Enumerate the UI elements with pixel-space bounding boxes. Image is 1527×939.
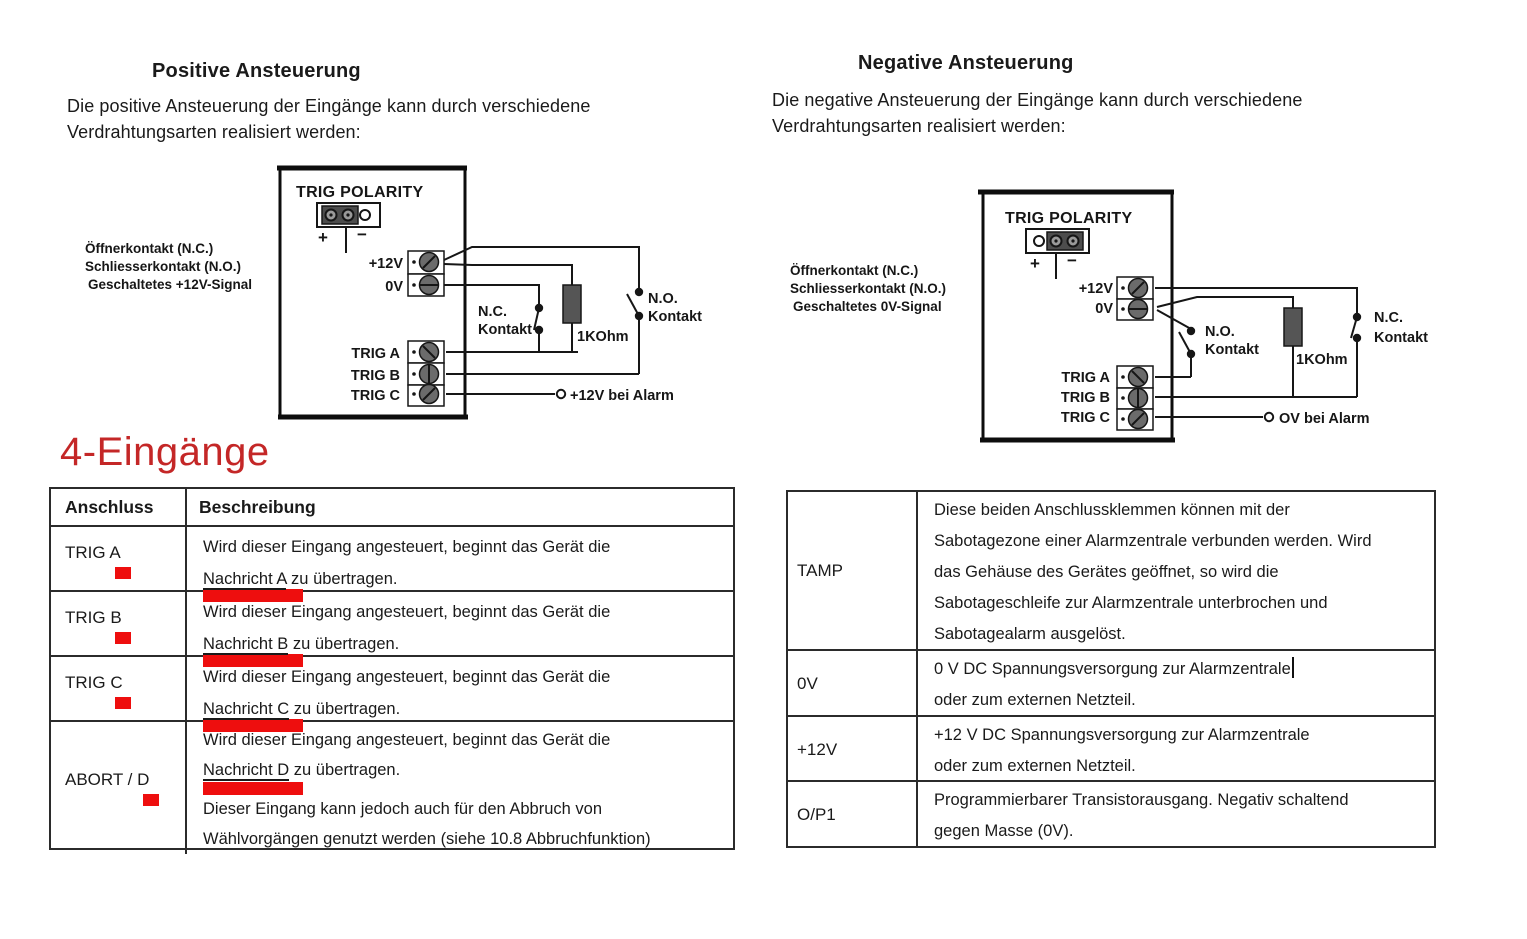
description-line: Wird dieser Eingang angesteuert, beginnt das Gerät die (203, 603, 611, 621)
row-label: TRIG B (65, 608, 122, 627)
terminal-label-0v: 0V (1095, 301, 1113, 317)
negative-section-title: Negative Ansteuerung (858, 52, 1074, 74)
terminal-label-trig-a: TRIG A (1061, 370, 1110, 386)
table-row-trig-c (51, 655, 733, 720)
row-label-cell (51, 722, 187, 854)
description-line: Sabotagezone einer Alarmzentrale verbunden werden. Wird (934, 532, 1372, 550)
description-line: Dieser Eingang kann jedoch auch für den Abbruch von (203, 800, 603, 818)
underlined-text: Nachricht B (203, 635, 289, 653)
description-line: +12 V DC Spannungsversorgung zur Alarmzentrale (934, 726, 1310, 744)
no-label-line1: N.O. (1205, 324, 1235, 340)
terminal-trig-b (408, 363, 444, 385)
description-line: Diese beiden Anschlussklemmen können mit der (934, 501, 1290, 519)
no-contact-switch (1179, 327, 1195, 358)
positive-section-title: Positive Ansteuerung (152, 60, 361, 82)
table-row-abort-d (51, 720, 733, 848)
open-pin-icon (360, 210, 370, 220)
underlined-text: Nachricht A (203, 570, 287, 588)
nc-label-line1: N.C. (478, 304, 507, 320)
trig-polarity-label: TRIG POLARITY (1005, 210, 1133, 227)
plus-sign: + (318, 228, 328, 247)
table-row-trig-a (51, 525, 733, 590)
terminal-label-0v: 0V (385, 279, 403, 295)
inputs-table (49, 487, 735, 850)
terminal-label-trig-c: TRIG C (350, 388, 400, 404)
red-marker-icon (115, 567, 131, 579)
description-line: Wird dieser Eingang angesteuert, beginnt das Gerät die (203, 538, 611, 556)
terminal-label-trig-a: TRIG A (351, 346, 400, 362)
description-line: oder zum externen Netzteil. (934, 691, 1136, 709)
minus-sign: − (357, 225, 367, 244)
terminal-label-trig-c: TRIG C (1060, 410, 1110, 426)
row-description (918, 717, 1434, 782)
row-description (918, 492, 1434, 650)
terminal-label-trig-b: TRIG B (350, 368, 400, 384)
red-marker-icon (143, 794, 159, 806)
description-line: Programmierbarer Transistorausgang. Negativ schaltend (934, 791, 1349, 809)
description-text: zu übertragen. (288, 635, 400, 653)
terminal-trig-c (408, 385, 444, 407)
table-row-op1 (788, 780, 1434, 846)
nc-label-line2: Kontakt (1374, 330, 1428, 346)
side-label-no: Schliesserkontakt (N.O.) (790, 281, 947, 296)
side-label-nc: Öffnerkontakt (N.C.) (790, 263, 919, 278)
text-cursor (1292, 657, 1294, 678)
no-contact-switch (627, 288, 643, 320)
row-label: O/P1 (788, 782, 918, 847)
inputs-section-heading: 4-Eingänge (60, 430, 270, 474)
alarm-label: OV bei Alarm (1279, 411, 1370, 427)
table-row-trig-b (51, 590, 733, 655)
underlined-text: Nachricht C (203, 700, 290, 718)
terminal-0v (1117, 299, 1153, 320)
resistor-icon (1284, 308, 1302, 346)
terminal-trig-a (408, 341, 444, 363)
side-label-no: Schliesserkontakt (N.O.) (85, 259, 242, 274)
open-pin-icon (1034, 236, 1044, 246)
description-text: zu übertragen. (289, 700, 401, 718)
row-label: TAMP (788, 492, 918, 650)
positive-wiring-diagram (80, 160, 710, 440)
terminal-12v (408, 251, 444, 274)
terminal-0v (408, 274, 444, 296)
table-row-tamp (788, 492, 1434, 649)
side-label-nc: Öffnerkontakt (N.C.) (85, 241, 214, 256)
terminal-label-12v: +12V (1078, 281, 1113, 297)
nc-label-line1: N.C. (1374, 310, 1403, 326)
description-text: 0 V DC Spannungsversorgung zur Alarmzentrale (934, 660, 1291, 678)
underlined-text: Nachricht D (203, 761, 290, 779)
plus-sign: + (1030, 254, 1040, 273)
resistor-label: 1KOhm (577, 329, 629, 345)
side-label-signal: Geschaltetes 0V-Signal (793, 299, 942, 314)
description-text: zu übertragen. (289, 761, 401, 779)
positive-intro-line1: Die positive Ansteuerung der Eingänge kann durch verschiedene (67, 96, 591, 116)
no-label-line2: Kontakt (648, 309, 702, 325)
terminal-trig-c (1117, 409, 1153, 430)
terminal-label-trig-b: TRIG B (1060, 390, 1110, 406)
column-header-anschluss: Anschluss (51, 489, 187, 525)
nc-contact-switch (534, 304, 543, 334)
negative-intro-line1: Die negative Ansteuerung der Eingänge kann durch verschiedene (772, 90, 1303, 110)
description-line: gegen Masse (0V). (934, 822, 1074, 840)
row-label: TRIG A (65, 543, 121, 562)
row-label: +12V (788, 717, 918, 782)
description-line (203, 693, 733, 725)
nc-label-line2: Kontakt (478, 322, 532, 338)
table-header-row (51, 489, 733, 525)
row-description (918, 651, 1434, 716)
row-label: ABORT / D (65, 770, 150, 789)
alarm-label: +12V bei Alarm (570, 388, 674, 404)
description-line (203, 755, 733, 785)
description-line: Sabotageschleife zur Alarmzentrale unterbrochen und (934, 594, 1328, 612)
terminal-blocks (408, 251, 444, 406)
row-label: TRIG C (65, 673, 123, 692)
trig-polarity-label: TRIG POLARITY (296, 184, 424, 201)
no-label-line2: Kontakt (1205, 342, 1259, 358)
alarm-node-icon (1265, 413, 1273, 421)
description-line: Wählvorgängen genutzt werden (siehe 10.8 Abbruchfunktion) (203, 830, 651, 848)
minus-sign: − (1067, 251, 1077, 270)
trig-polarity-jumper (1026, 229, 1089, 253)
terminal-blocks (1117, 277, 1153, 430)
row-description (918, 782, 1434, 847)
wiring (444, 247, 639, 394)
description-line: das Gehäuse des Gerätes geöffnet, so wird die (934, 563, 1279, 581)
description-line (203, 628, 733, 660)
terminal-trig-b (1117, 388, 1153, 409)
description-line: oder zum externen Netzteil. (934, 757, 1136, 775)
table-row-12v (788, 715, 1434, 780)
resistor-label: 1KOhm (1296, 352, 1348, 368)
positive-section-intro (67, 93, 590, 145)
alarm-node-icon (557, 390, 565, 398)
no-label-line1: N.O. (648, 291, 678, 307)
description-line: Wird dieser Eingang angesteuert, beginnt das Gerät die (203, 731, 611, 749)
row-description (187, 722, 733, 854)
positive-intro-line2: Verdrahtungsarten realisiert werden: (67, 122, 361, 142)
negative-wiring-diagram (780, 185, 1480, 465)
description-line (203, 563, 733, 595)
column-header-beschreibung: Beschreibung (199, 497, 316, 517)
trig-polarity-jumper (317, 203, 380, 227)
red-marker-icon (115, 697, 131, 709)
red-marker-icon (115, 632, 131, 644)
description-line (934, 654, 1434, 685)
negative-section-intro (772, 87, 1302, 139)
terminals-table (786, 490, 1436, 848)
nc-contact-switch (1351, 313, 1361, 342)
terminal-trig-a (1117, 366, 1153, 388)
row-label: 0V (788, 651, 918, 716)
description-line: Sabotagealarm ausgelöst. (934, 625, 1126, 643)
description-text: zu übertragen. (286, 570, 398, 588)
negative-intro-line2: Verdrahtungsarten realisiert werden: (772, 116, 1066, 136)
terminal-label-12v: +12V (368, 256, 403, 272)
description-line: Wird dieser Eingang angesteuert, beginnt das Gerät die (203, 668, 611, 686)
table-row-0v (788, 649, 1434, 715)
resistor-icon (563, 285, 581, 323)
terminal-12v (1117, 277, 1153, 299)
side-label-signal: Geschaltetes +12V-Signal (88, 277, 252, 292)
